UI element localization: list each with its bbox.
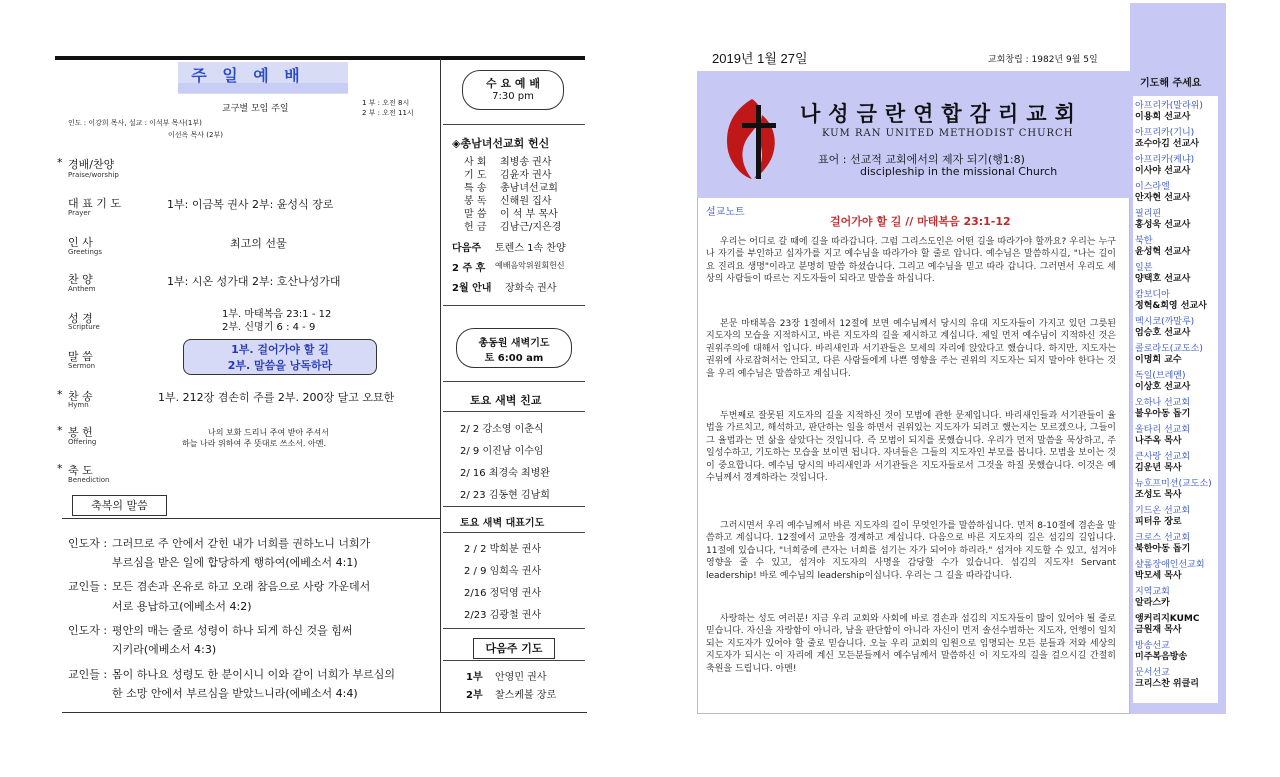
church-english-name: KUM RAN UNITED METHODIST CHURCH xyxy=(822,128,1074,139)
missionary-name: 이용희 선교사 xyxy=(1135,112,1191,122)
blessing-speaker: 교인들 : xyxy=(68,580,108,593)
sat-prayer-title: 토요 새벽 대표기도 xyxy=(460,518,545,529)
blessing-line: 그러므로 주 안에서 갇힌 내가 너희를 권하노니 너희가 xyxy=(112,537,371,550)
order-label: 성 경 xyxy=(68,312,93,325)
missionary-name: 조성도 목사 xyxy=(1135,490,1182,500)
missionary-region: 일본 xyxy=(1135,263,1153,273)
star-marker: * xyxy=(57,388,63,401)
role: 사 회 xyxy=(464,157,487,168)
prayer-person: 찰스케볼 장로 xyxy=(495,690,557,701)
order-value: 1부: 이금복 권사 2부: 윤성식 장로 xyxy=(167,198,334,211)
missionary-name: 안자현 선교사 xyxy=(1135,193,1191,203)
missionary-region: 이스라엘 xyxy=(1135,182,1170,192)
person: 김윤자 권사 xyxy=(500,170,552,181)
missionary-region: 방송선교 xyxy=(1135,641,1170,651)
wednesday-title: 수 요 예 배 xyxy=(486,77,540,90)
missionary-name: 앵커리지KUMC xyxy=(1135,614,1200,624)
sermon-paragraph: 우리는 어디로 갈 때에 길을 따라갑니다. 그럼 그리스도인은 어떤 길을 따라가야 할까요? 우리는 누구나 자기를 부인하고 십자가를 지고 예수님을 따라가야 할 줄로 압니다. 예수님은 말씀하시길, "나는 길이요 진리요 생명"이라고 분명히 말씀 하셨습니다. 그리고 예수님을 믿고 따라 갑니다. 그러면서 우리도 세상의 사람들이 따르는 지도자들이 되라고 말씀을 하십니다. xyxy=(706,237,1116,285)
wednesday-time: 7:30 pm xyxy=(492,91,534,102)
missionary-name: 박모세 목사 xyxy=(1135,571,1182,581)
leaders-line-2: 이선옥 목사 (2부) xyxy=(168,131,223,139)
order-value: 1부: 시온 성가대 2부: 호산나성가대 xyxy=(167,275,341,288)
missionary-name: 금원재 목사 xyxy=(1135,625,1182,635)
divider xyxy=(443,124,585,125)
sermon-paragraph: 사랑하는 성도 여러분! 지금 우리 교회와 사회에 바로 겸손과 섬김의 지도자들이 많이 있어야 될 줄로 믿습니다. 자신을 자랑함이 아니라, 남을 판단함이 아니라 자신이 먼저 솔선수범하는 지도자, 언행이 일치되는 지도자가 있어야 할 줄로 믿습니다. 오늘 우리 교회의 임원으로 임명되는 모든 분들과 저와 세상의 지도자가 되시는 이 자리에 계신 모든분들께서 예수님께서 말씀하신 이 지도자의 길을 걸으시길 간절히 축원을 드립니다. 아멘! xyxy=(706,614,1116,674)
bulletin-date: 2019년 1월 27일 xyxy=(712,51,808,66)
blessing-title: 축복의 말씀 xyxy=(72,495,167,516)
top-rule xyxy=(55,56,585,60)
missionary-region: 크로스 선교회 xyxy=(1135,533,1191,543)
divider xyxy=(443,628,585,629)
prayer-row: 2/16 정덕영 권사 xyxy=(464,588,542,599)
missionary-name: 정혁&희영 선교사 xyxy=(1135,301,1207,311)
missionary-region: 아프리카(케냐) xyxy=(1135,155,1195,165)
missionary-name: 이명희 교수 xyxy=(1135,355,1182,365)
blessing-line: 한 소망 안에서 부르심을 받았느니라(에베소서 4:4) xyxy=(112,687,358,700)
prayer-row: 2 / 9 임희옥 권사 xyxy=(464,566,542,577)
blessing-speaker: 교인들 : xyxy=(68,668,108,681)
dawn-prayer-box xyxy=(456,328,572,368)
order-label: 찬 양 xyxy=(68,273,93,286)
star-marker: * xyxy=(57,156,63,169)
missionary-name: 알라스카 xyxy=(1135,598,1170,608)
missionary-region: 필리핀 xyxy=(1135,209,1162,219)
star-marker: * xyxy=(57,424,63,437)
missionary-region: 지역교회 xyxy=(1135,587,1170,597)
missionary-region: 올타리 선교회 xyxy=(1135,425,1191,435)
divider xyxy=(443,411,585,412)
cross-flame-logo-icon xyxy=(718,95,790,183)
sermon-note-label: 설교노트 xyxy=(706,207,745,218)
role: 헌 금 xyxy=(464,222,487,233)
order-sub: Sermon xyxy=(68,362,96,370)
role: 봉 독 xyxy=(464,196,487,207)
star-marker: * xyxy=(57,462,63,475)
fellowship-row: 2/ 23 김동현 김남희 xyxy=(460,490,550,501)
missionary-region: 콜로라도(교도소) xyxy=(1135,344,1203,354)
blessing-speaker: 인도자 : xyxy=(68,624,108,637)
missionary-region: 캄보디아 xyxy=(1135,290,1170,300)
order-label: 봉 헌 xyxy=(68,426,93,439)
order-value-2: 하늘 나라 위하여 주 뜻대로 쓰소서. 아멘. xyxy=(182,439,326,448)
order-sub: Benediction xyxy=(68,476,110,484)
service-time-2: 2 부 : 오전 11시 xyxy=(362,109,414,117)
blessing-line: 평안의 매는 줄로 성령이 하나 되게 하신 것을 힘써 xyxy=(112,624,353,637)
missionary-name: 피터유 장로 xyxy=(1135,517,1182,527)
missionary-region: 샬롬장애인선교회 xyxy=(1135,560,1205,570)
role: 기 도 xyxy=(464,170,487,181)
group-service: 교구별 모임 주일 xyxy=(222,104,289,114)
person: 이 석 부 목사 xyxy=(500,209,558,220)
order-label: 찬 송 xyxy=(68,390,93,403)
missionary-name: 김운년 목사 xyxy=(1135,463,1182,473)
service-label: 1부 xyxy=(466,672,483,683)
sermon-paragraph: 그러시면서 우리 예수님께서 바른 지도자의 길이 무엇인가를 말씀하십니다. 먼저 8-10절에 겸손을 말씀하고 계십니다. 12절에서 교만을 경계하고 계십니다. 다음으로 바른 지도자의 길은 섬김의 길입니다. 11절에 있습니다, "너희중에 큰자는 너희를 섬기는 자가 되어야 하리라." 섬겨야 지도할 수 있고, 섬겨야 영향을 줄 수 있고, 섬겨야 지도자의 사명을 감당할 수가 있습니다. 섬김의 지도자! Servant leadership! 바로 예수님의 leadership이십니다. 우리는 그 길을 따라갑니다. xyxy=(706,521,1116,581)
missionary-region: 독일(브레멘) xyxy=(1135,371,1186,381)
sermon-paragraph: 두번째로 잘못된 지도자의 길을 지적하신 것이 모범에 관한 문제입니다. 바리새인들과 서기관들이 율법을 가르치고, 해석하고, 판단하는 일을 하면서 권위있는 지도자가 되려고 했는지는 모르겠으나, 그들이 그 율법과는 먼 삶을 살았다는 것입니다. 즉 모범이 되지를 못했습니다. 우리가 먼저 말씀을 묵상하고, 주일성수하고, 기도하는 모습을 보이면 됩니다. 자녀들은 그들의 지도자인 부모를 봅니다. 모범을 보이는 것이 중요합니다. 예수님 당시의 바리새인과 서기관들은 지도자들로서 그것을 하질 못했습니다. 이것은 예수님께서 경계하라는 것입니다. xyxy=(706,411,1116,484)
sermon-title-2: 2부. 말씀을 낭독하라 xyxy=(227,359,333,372)
missionary-name: 양택호 선교사 xyxy=(1135,274,1191,284)
missionary-name: 북한아동 돕기 xyxy=(1135,544,1191,554)
blessing-speaker: 인도자 : xyxy=(68,537,108,550)
missionary-name: 엄승호 선교사 xyxy=(1135,328,1191,338)
order-value: 1부. 마태복음 23:1 - 12 xyxy=(222,309,332,320)
order-label: 말 씀 xyxy=(68,350,93,363)
order-sub: Offering xyxy=(68,438,97,446)
missionary-name: 윤성혁 선교사 xyxy=(1135,247,1191,257)
person: 김남근/지은경 xyxy=(500,222,562,233)
missionary-region: 큰사랑 선교회 xyxy=(1135,452,1191,462)
missionary-name: 이상호 선교사 xyxy=(1135,382,1191,392)
missionary-name: 홍성욱 선교사 xyxy=(1135,220,1191,230)
missionary-name: 크리스찬 위클리 xyxy=(1135,679,1199,689)
blessing-line: 모든 겸손과 온유로 하고 오래 참음으로 사랑 가운데서 xyxy=(112,580,371,593)
role: 말 씀 xyxy=(464,209,487,220)
missionary-region: 아프리카(말라위) xyxy=(1135,101,1203,111)
missionary-region: 오하나 선교회 xyxy=(1135,398,1191,408)
missionary-region: 기드온 선교회 xyxy=(1135,506,1191,516)
dawn-title: 총동원 새벽기도 xyxy=(478,338,550,349)
upcoming-when: 2월 안내 xyxy=(452,283,492,294)
dawn-time: 토 6:00 am xyxy=(484,353,544,364)
order-label: 축 도 xyxy=(68,464,93,477)
order-sub: Anthem xyxy=(68,285,96,293)
order-sub: Praise/worship xyxy=(68,171,119,179)
order-sub: Hymn xyxy=(68,401,89,409)
service-time-1: 1 부 : 오전 8시 xyxy=(362,99,410,107)
person: 최병송 권사 xyxy=(500,157,552,168)
missionary-name: 죠수아김 선교사 xyxy=(1135,139,1199,149)
order-sub: Scripture xyxy=(68,323,100,331)
divider xyxy=(443,305,585,306)
sermon-title: 걸어가야 할 길 // 마태복음 23:1-12 xyxy=(830,215,1011,228)
divider xyxy=(443,660,585,661)
bottom-rule xyxy=(62,712,587,713)
role: 특 송 xyxy=(464,183,487,194)
blessing-line: 서로 용납하고(에베소서 4:2) xyxy=(112,600,252,613)
missionary-name: 미주복음방송 xyxy=(1135,652,1188,662)
missionary-name: 나주옥 목사 xyxy=(1135,436,1182,446)
order-value: 1부. 212장 겸손히 주를 2부. 200장 달고 오묘한 xyxy=(158,391,395,404)
church-name: 나성금란연합감리교회 xyxy=(800,102,1083,126)
blessing-line: 부르심을 받은 일에 합당하게 행하여(에베소서 4:1) xyxy=(112,556,358,569)
founded-date: 교회창립 : 1982년 9월 5일 xyxy=(988,55,1098,65)
missionary-name: 불우아동 돕기 xyxy=(1135,409,1191,419)
order-sub: Greetings xyxy=(68,248,102,256)
fellowship-row: 2/ 16 최경숙 최병완 xyxy=(460,468,550,479)
order-label: 인 사 xyxy=(68,236,93,249)
order-label: 대 표 기 도 xyxy=(68,197,121,210)
sermon-box xyxy=(183,339,377,375)
divider xyxy=(443,532,585,533)
missionary-region: 멕시코(까말루) xyxy=(1135,317,1195,327)
sat-fellowship-title: 토요 새벽 친교 xyxy=(470,394,542,407)
upcoming-what: 토렌스 1속 찬양 xyxy=(495,243,566,254)
order-sub: Prayer xyxy=(68,209,91,217)
blessing-rule xyxy=(62,518,440,519)
order-value: 최고의 선물 xyxy=(230,237,287,250)
missionary-name: 이사야 선교사 xyxy=(1135,166,1191,176)
sidebar-top xyxy=(1130,3,1226,71)
worship-title: 주 일 예 배 xyxy=(191,66,305,85)
blessing-line: 지키라(에베소서 4:3) xyxy=(112,643,217,656)
divider xyxy=(443,381,585,382)
upcoming-when: 다음주 xyxy=(452,243,481,254)
prayer-row: 2/23 김광철 권사 xyxy=(464,610,542,621)
divider xyxy=(443,506,585,507)
fellowship-row: 2/ 9 이진남 이수임 xyxy=(460,446,544,457)
women-mission-title: ◈총남녀선교회 헌신 xyxy=(452,137,550,150)
motto-korean: 표어 : 선교적 교회에서의 제자 되기(행1:8) xyxy=(818,153,1025,166)
upcoming-when: 2 주 후 xyxy=(452,263,486,274)
missionary-region: 문서선교 xyxy=(1135,668,1170,678)
blessing-line: 몸이 하나요 성령도 한 분이시니 이와 같이 너희가 부르심의 xyxy=(112,668,395,681)
wednesday-service-box xyxy=(462,70,564,110)
next-week-prayer-title: 다음주 기도 xyxy=(473,638,555,659)
service-label: 2부 xyxy=(466,690,483,701)
upcoming-what: 장화숙 권사 xyxy=(505,283,557,294)
motto-english: discipleship in the missional Church xyxy=(860,165,1058,178)
prayer-row: 2 / 2 박희분 권사 xyxy=(464,544,542,555)
missionary-region: 북한 xyxy=(1135,236,1153,246)
missionary-region: 아프리카(기니) xyxy=(1135,128,1195,138)
person: 총남녀선교회 xyxy=(500,183,558,194)
leaders-line-1: 인도 : 이강희 목사, 설교 : 이석부 목사(1부) xyxy=(68,119,202,127)
missionary-region: 뉴호프미션(교도소) xyxy=(1135,479,1212,489)
order-value: 나의 보화 드리니 주여 받아 주셔서 xyxy=(208,428,329,437)
fellowship-row: 2/ 2 강소영 이춘식 xyxy=(460,424,544,435)
prayer-person: 안영민 권사 xyxy=(495,672,547,683)
person: 신해원 집사 xyxy=(500,196,552,207)
order-label: 경배/찬양 xyxy=(68,158,115,171)
column-divider xyxy=(440,58,441,713)
order-value-2: 2부. 신명기 6 : 4 - 9 xyxy=(222,322,316,333)
upcoming-what: 예배음악위원회헌신 xyxy=(495,261,565,270)
sermon-paragraph: 본문 마태복음 23장 1절에서 12절에 보면 예수님께서 당시의 유대 지도자들이 가지고 있던 그릇된 지도자의 모습을 지적하시고, 바른 지도자의 길을 제시하고 계십니다. 제일 먼저 예수님이 지적하신 것은 권위주의에 대해서 입니다. 바리새인과 서기관들은 모세의 자리에 앉았다고 했습니다. 하지만, 지도자는 권위에 사로잡혀서는 안되고, 다른 사람들에게 나쁜 영향을 주는 권위의 지도자는 되지 말아야 한다는 것을 우리 예수님은 말씀하고 계십니다. xyxy=(706,319,1116,379)
sermon-title-1: 1부. 걸어가야 할 길 xyxy=(231,343,329,356)
prayer-sidebar-title: 기도해 주세요 xyxy=(1140,78,1202,89)
